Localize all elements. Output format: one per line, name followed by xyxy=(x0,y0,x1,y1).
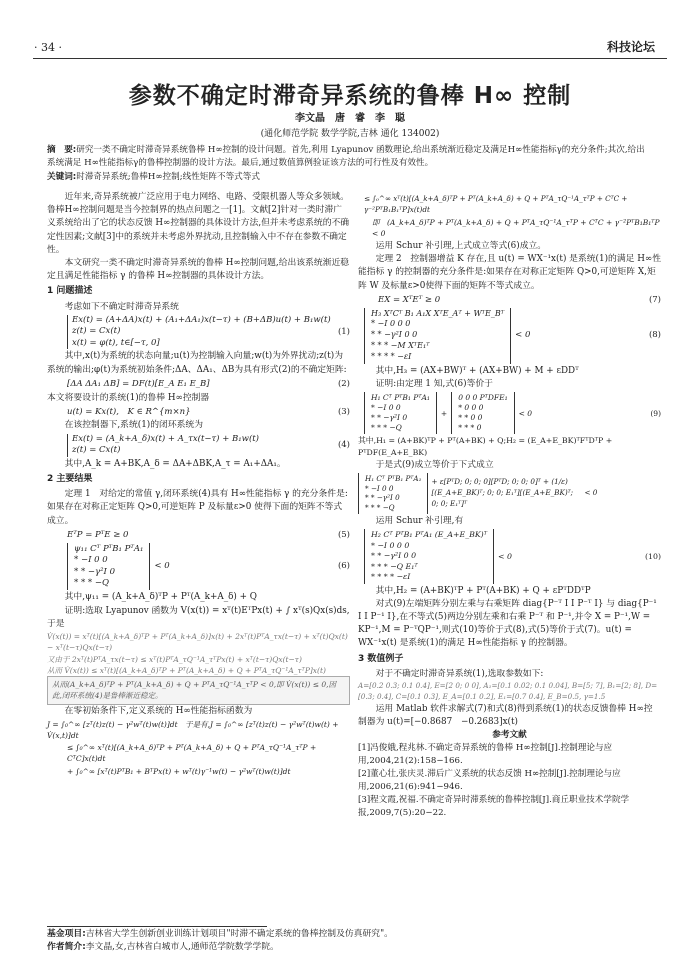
author-bio-label: 作者简介: xyxy=(47,942,86,953)
intro-paragraph-1: 近年来,奇异系统被广泛应用于电力网络、电路、受限机器人等众多领域。鲁棒H∞控制问题是当今控制界的热点问题之一[1]。文献[2]针对一类时滞广义系统给出了它的状态反馈 H∞控制器的具体设计方法,但并未考虑系统的不确定性因素;文献[3]中的系统并未考虑外界扰动,且控制输入中不存在参数不确定性。 xyxy=(47,192,350,255)
eq6-number: (6) xyxy=(337,561,350,572)
eq9b-row-4: * * * 0 xyxy=(458,423,482,433)
eq9a-row-2: * −I 0 0 xyxy=(371,403,401,413)
right-column xyxy=(358,193,661,819)
eq10a-matrix xyxy=(358,473,428,514)
keywords-text: 时滞奇异系统;鲁棒H∞控制;线性矩阵不等式等式 xyxy=(76,171,260,182)
equation-3 xyxy=(47,406,350,419)
eq6-row-4: * * * −Q xyxy=(74,578,109,588)
proof-derivation-1: V̇(x(t)) = xᵀ(t)[(A_k+A_δ)ᵀP + Pᵀ(A_k+A_δ)]x(t) + 2xᵀ(t)PᵀA_τx(t−τ) + xᵀ(t)Qx(t) − xᵀ(t−τ)Qx(t−τ) xyxy=(47,632,348,653)
section-2-para-2: 在零初始条件下,定义系统的 H∞性能指标函数为 xyxy=(64,705,253,716)
psi-definition: 其中,ψ₁₁ = (A_k+A_δ)ᵀP + Pᵀ(A_k+A_δ) + Q xyxy=(64,592,257,603)
section-3-heading: 3 数值例子 xyxy=(358,653,404,664)
eq4-line-1: Ex(t) = (A_k+A_δ)x(t) + A_τx(t−τ) + B₁w(t) xyxy=(72,433,259,444)
j-definition: J = ∫₀^∞ [zᵀ(t)z(t) − γ²wᵀ(t)w(t)]dt 于是有,J = ∫₀^∞ [zᵀ(t)z(t) − γ²wᵀ(t)w(t) + V̇(x,t)]dt xyxy=(47,719,339,740)
example-result: 运用 Matlab 软件求解式(7)和式(8)得到系统(1)的状态反馈鲁棒 H∞控制器为 u(t)=[−0.8687 −0.2683]x(t) xyxy=(358,703,653,728)
eq10-matrix xyxy=(364,529,494,584)
reference-1: [1]冯俊娥,程兆林.不确定奇异系统的鲁棒 H∞控制[J].控制理论与应用,2004,21(2):158−166. xyxy=(358,743,613,767)
eq9-rhs: < 0 xyxy=(518,408,533,418)
header-rule xyxy=(33,58,667,59)
eq10a-row-2: * −I 0 0 xyxy=(365,483,394,493)
eq10-row-5: * * * * −εI xyxy=(371,572,411,582)
reference-2: [2]董心壮,张庆灵.滞后广义系统的状态反馈 H∞控制[J].控制理论与应用,2006,21(6):941−946. xyxy=(358,768,621,792)
authors: 李文晶 唐 睿 李 聪 xyxy=(295,113,405,124)
author-bio-text: 李文晶,女,吉林省白城市人,通师范学院数学学院。 xyxy=(85,942,279,953)
eq8-row-3: * * −γ²I 0 0 xyxy=(371,330,418,340)
fund-label: 基金项目: xyxy=(47,929,86,939)
eq6-matrix xyxy=(67,543,150,591)
abstract-text: 研究一类不确定时滞奇异系统鲁棒 H∞控制的设计问题。首先,利用 Lyapunov 函数理论,给出系统渐近稳定及满足H∞性能指标γ的充分条件;其次,给出系统满足 H∞性能指标γ的鲁棒控制器的设计方法。最后,通过数值算例验证该方法的可行性及有效性。 xyxy=(47,145,645,169)
eq9b-row-1: 0 0 0 PᵀDFE₁ xyxy=(458,392,508,402)
equation-5 xyxy=(47,529,350,542)
theorem-2: 定理 2 控制器增益 K 存在,且 u(t) = WX⁻¹x(t) 是系统(1)的满足 H∞性能指标 γ 的控制器的充分条件是:如果存在对称正定矩阵 Q>0,可逆矩阵 X,矩阵 W 及标量ε>0使得下面的矩阵不等式成立。 xyxy=(358,254,662,291)
right-inequality-1: ≤ ∫₀^∞ xᵀ(t)[(A_k+A_δ)ᵀP + Pᵀ(A_k+A_δ) + Q + PᵀA_τQ⁻¹A_τᵀP + CᵀC + γ⁻²PᵀB₁B₁ᵀP]x(t)dt xyxy=(364,194,628,214)
references xyxy=(358,729,661,819)
h2-definition: 其中,H₂ = (A+BK)ᵀP + Pᵀ(A+BK) + Q + εPᵀDDᵀP xyxy=(375,585,591,596)
eq7-number: (7) xyxy=(648,294,661,305)
equation-10 xyxy=(358,529,661,584)
eq8-row-4: * * * −M XᵀE₁ᵀ xyxy=(371,340,430,350)
equation-6 xyxy=(47,543,350,591)
section-2-heading: 2 主要结果 xyxy=(47,473,93,484)
section-1-para-3: 本文将要设计的系统(1)的鲁棒 H∞控制器 xyxy=(47,392,210,403)
eq8-rhs: < 0 xyxy=(515,330,531,341)
proof-1: 证明:选取 Lyapunov 函数为 V(x(t)) = xᵀ(t)EᵀPx(t) + ∫ xᵀ(s)Qx(s)ds,于是 xyxy=(47,605,350,629)
eq9a-row-1: H₁ Cᵀ PᵀB₁ PᵀA₁ xyxy=(371,392,430,402)
eq6-rhs: < 0 xyxy=(154,561,170,572)
intro-paragraph-2: 本文研究一类不确定时滞奇异系统的鲁棒 H∞控制问题,给出该系统渐近稳定且满足性能指标 γ 的鲁棒 H∞控制器的具体设计方法。 xyxy=(47,257,350,282)
eq1-line-3: x(t) = φ(t), t∈[−τ, 0] xyxy=(72,337,160,348)
eq9b-row-3: * * 0 0 xyxy=(458,413,483,423)
eq7-body: EX = XᵀEᵀ ≥ 0 xyxy=(378,294,441,305)
footnote-rule xyxy=(47,926,267,927)
h1-h2-definition: 其中,H₁ = (A+BK)ᵀP + Pᵀ(A+BK) + Q;H₂ = (E_A+E_BK)ᵀFᵀDᵀP + PᵀDF(E_A+E_BK) xyxy=(358,436,613,458)
eq9-matrix-b xyxy=(451,392,514,435)
eq2-number: (2) xyxy=(337,378,350,389)
affiliation: (通化师范学院 数学学院,吉林 通化 134002) xyxy=(260,129,440,139)
eq3-number: (3) xyxy=(337,406,350,417)
eq10-row-1: H₂ Cᵀ PᵀB₁ PᵀA₁ (E_A+E_BK)ᵀ xyxy=(371,530,487,540)
equation-2 xyxy=(47,378,350,391)
eq10-row-4: * * * −Q E₁ᵀ xyxy=(371,561,418,571)
references-heading: 参考文献 xyxy=(492,730,527,741)
eq8-number: (8) xyxy=(648,330,661,341)
equation-7 xyxy=(358,294,661,307)
left-column xyxy=(47,191,350,778)
equation-1 xyxy=(47,315,350,349)
equation-4 xyxy=(47,434,350,457)
section-1-para-2: 其中,x(t)为系统的状态向量;u(t)为控制输入向量;w(t)为外界扰动;z(t)为系统的输出;φ(t)为系统初始条件;ΔA、ΔA₁、ΔB为具有形式(2)的不确定矩阵: xyxy=(47,351,347,375)
eq10b-terms: + ε[PᵀD; 0; 0; 0][PᵀD; 0; 0; 0]ᵀ + (1/ε)[(E_A+E_BK)ᵀ; 0; 0; E₁ᵀ][(E_A+E_BK)ᵀ; 0; 0; E₁ᵀ]ᵀ xyxy=(431,477,574,508)
proof-derivation-3: 从而 V̇(x(t)) ≤ xᵀ(t)[(A_k+A_δ)ᵀP + Pᵀ(A_k+A_δ) + Q + PᵀA_τQ⁻¹A_τᵀP]x(t) xyxy=(47,665,326,675)
keywords-label: 关键词: xyxy=(47,171,77,182)
eq8-matrix xyxy=(364,308,511,364)
eq10-rhs: < 0 xyxy=(498,551,512,561)
equation-9-expanded xyxy=(358,473,661,514)
eq1-line-1: Ex(t) = (A+ΔA)x(t) + (A₁+ΔA₁)x(t−τ) + (B+ΔB)u(t) + B₁w(t) xyxy=(72,315,331,325)
eq9-matrix-a xyxy=(364,392,437,435)
equation-9 xyxy=(358,392,661,435)
schur-note-1: 运用 Schur 补引理,上式成立等式(6)成立。 xyxy=(375,241,547,252)
eq10-row-3: * * −γ²I 0 0 xyxy=(371,551,417,561)
eq10-number: (10) xyxy=(644,551,661,561)
eq1-line-2: z(t) = Cx(t) xyxy=(72,326,121,337)
equivalence-note: 于是式(9)成立等价于下式成立 xyxy=(375,459,494,470)
abstract xyxy=(47,144,653,184)
h3-definition: 其中,H₃ = (AX+BW)ᵀ + (AX+BW) + M + εDDᵀ xyxy=(375,365,579,376)
transformation-para: 对式(9)左端矩阵分别左乘与右乘矩阵 diag{P⁻ᵀ I I P⁻ᵀ I} 与 diag{P⁻¹ I I P⁻¹ I},在不等式(5)两边分别左乘和右乘 P⁻ᵀ 和 P⁻¹,并令 X = P⁻¹,W = KP⁻¹,M = P⁻ᵀQP⁻¹,则式(10)等价于式(8),式(5)等价于式(7)。u(t) = WX⁻¹x(t) 是系统(1)的满足 H∞性能指标 γ 的控制器。 xyxy=(358,598,657,649)
proof-derivation-2: 又由于 2xᵀ(t)PᵀA_τx(t−τ) ≤ xᵀ(t)PᵀA_τQ⁻¹A_τᵀPx(t) + xᵀ(t−τ)Qx(t−τ) xyxy=(47,654,302,664)
reference-3: [3]程文霞,祝福.不确定奇异时滞系统的鲁棒控制[J].商丘职业技术学院学报,2009,7(5):20−22. xyxy=(358,794,630,818)
eq9-number: (9) xyxy=(650,408,661,418)
theorem-1: 定理 1 对给定的常值 γ,闭环系统(4)具有 H∞性能指标 γ 的充分条件是:如果存在对称正定矩阵 Q>0,可逆矩阵 P 及标量ε>0 使得下面的矩阵不等式成立。 xyxy=(47,489,348,526)
eq8-row-1: H₃ XᵀCᵀ B₁ A₁X XᵀE_Aᵀ + WᵀE_Bᵀ xyxy=(371,308,505,318)
eq9b-row-2: * 0 0 0 xyxy=(458,403,484,413)
eq6-row-1: ψ₁₁ Cᵀ PᵀB₁ PᵀA₁ xyxy=(74,543,144,554)
proof-2: 证明:由定理 1 知,式(6)等价于 xyxy=(375,378,493,389)
section-1-heading: 1 问题描述 xyxy=(47,286,93,297)
eq1-number: (1) xyxy=(337,326,350,337)
eq5-number: (5) xyxy=(337,529,350,540)
eq10a-row-4: * * * −Q xyxy=(365,503,395,513)
footnotes xyxy=(47,928,393,954)
plus-sign: + xyxy=(440,408,448,418)
eq4-number: (4) xyxy=(337,439,350,450)
eq2-body: [ΔA ΔA₁ ΔB] = DF(t)[E_A E₁ E_B] xyxy=(67,378,210,389)
inequality-1: ≤ ∫₀^∞ xᵀ(t)[(A_k+A_δ)ᵀP + Pᵀ(A_k+A_δ) + Q + PᵀA_τQ⁻¹A_τᵀP + CᵀC]x(t)dt xyxy=(67,743,317,764)
eq10-row-2: * −I 0 0 0 xyxy=(371,540,410,550)
eq6-row-3: * * −γ²I 0 xyxy=(74,566,115,577)
inequality-2: + ∫₀^∞ [xᵀ(t)PᵀB₁ + BᵀPx(t) + wᵀ(t)γ⁻¹w(t) − γ²wᵀ(t)w(t)]dt xyxy=(67,766,291,776)
eq4-line-2: z(t) = Cx(t) xyxy=(72,445,121,456)
section-1-para-4: 在该控制器下,系统(1)的闭环系统为 xyxy=(64,420,204,431)
page-number: · 34 · xyxy=(34,41,62,54)
eq6-row-2: * −I 0 0 xyxy=(74,555,108,566)
schur-note-2: 运用 Schur 补引理,有 xyxy=(375,515,464,526)
paper-title: 参数不确定时滞奇异系统的鲁棒 H∞ 控制 xyxy=(128,83,572,109)
eq8-row-2: * −I 0 0 0 xyxy=(371,319,411,329)
eq9a-row-4: * * * −Q xyxy=(371,423,402,433)
eq3-body: u(t) = Kx(t), K ∈ R^{m×n} xyxy=(67,406,191,417)
eq5-body: EᵀP = PᵀE ≥ 0 xyxy=(67,529,129,540)
section-1-intro: 考虑如下不确定时滞奇异系统 xyxy=(64,301,179,312)
example-parameters: A=[0.2 0.3; 0.1 0.4], E=[2 0; 0 0], A₁=[0.1 0.02; 0.1 0.04], B=[5; 7], B₁=[2; 8], D=[0.3; 0.4], C=[0.1 0.3], E_A=[0.1 0.2], E₁=[0.7 0.4], E_B=0.5, γ=1.5 xyxy=(358,681,658,702)
example-intro: 对于不确定时滞奇异系统(1),选取参数如下: xyxy=(375,669,544,680)
fund-text: 吉林省大学生创新创业训练计划项目"时滞不确定系统的鲁棒控制及仿真研究"。 xyxy=(85,929,393,939)
eq10ab-rhs: < 0 xyxy=(584,488,598,498)
right-inequality-2: 即 (A_k+A_δ)ᵀP + Pᵀ(A_k+A_δ) + Q + PᵀA_τQ⁻¹A_τᵀP + CᵀC + γ⁻²PᵀB₁B₁ᵀP < 0 xyxy=(372,217,660,238)
section-1-para-5: 其中,A_k = A+BK,A_δ = ΔA+ΔBK,A_τ = A₁+ΔA₁。 xyxy=(64,458,286,469)
proof-derivation-4: 从而(A_k+A_δ)ᵀP + Pᵀ(A_k+A_δ) + Q + PᵀA_τQ⁻¹A_τᵀP < 0,即 V̇(x(t)) ≤ 0,因此,闭环系统(4)是鲁棒渐近稳定。 xyxy=(47,676,350,705)
eq9a-row-3: * * −γ²I 0 xyxy=(371,413,408,423)
equation-8 xyxy=(358,308,661,364)
section-title: 科技论坛 xyxy=(606,40,655,54)
eq10a-row-3: * * −γ²I 0 xyxy=(365,493,400,503)
abstract-label: 摘 要: xyxy=(47,145,77,155)
eq8-row-5: * * * * −εI xyxy=(371,351,412,361)
eq10a-row-1: H₁ Cᵀ PᵀB₁ PᵀA₁ xyxy=(365,474,422,484)
